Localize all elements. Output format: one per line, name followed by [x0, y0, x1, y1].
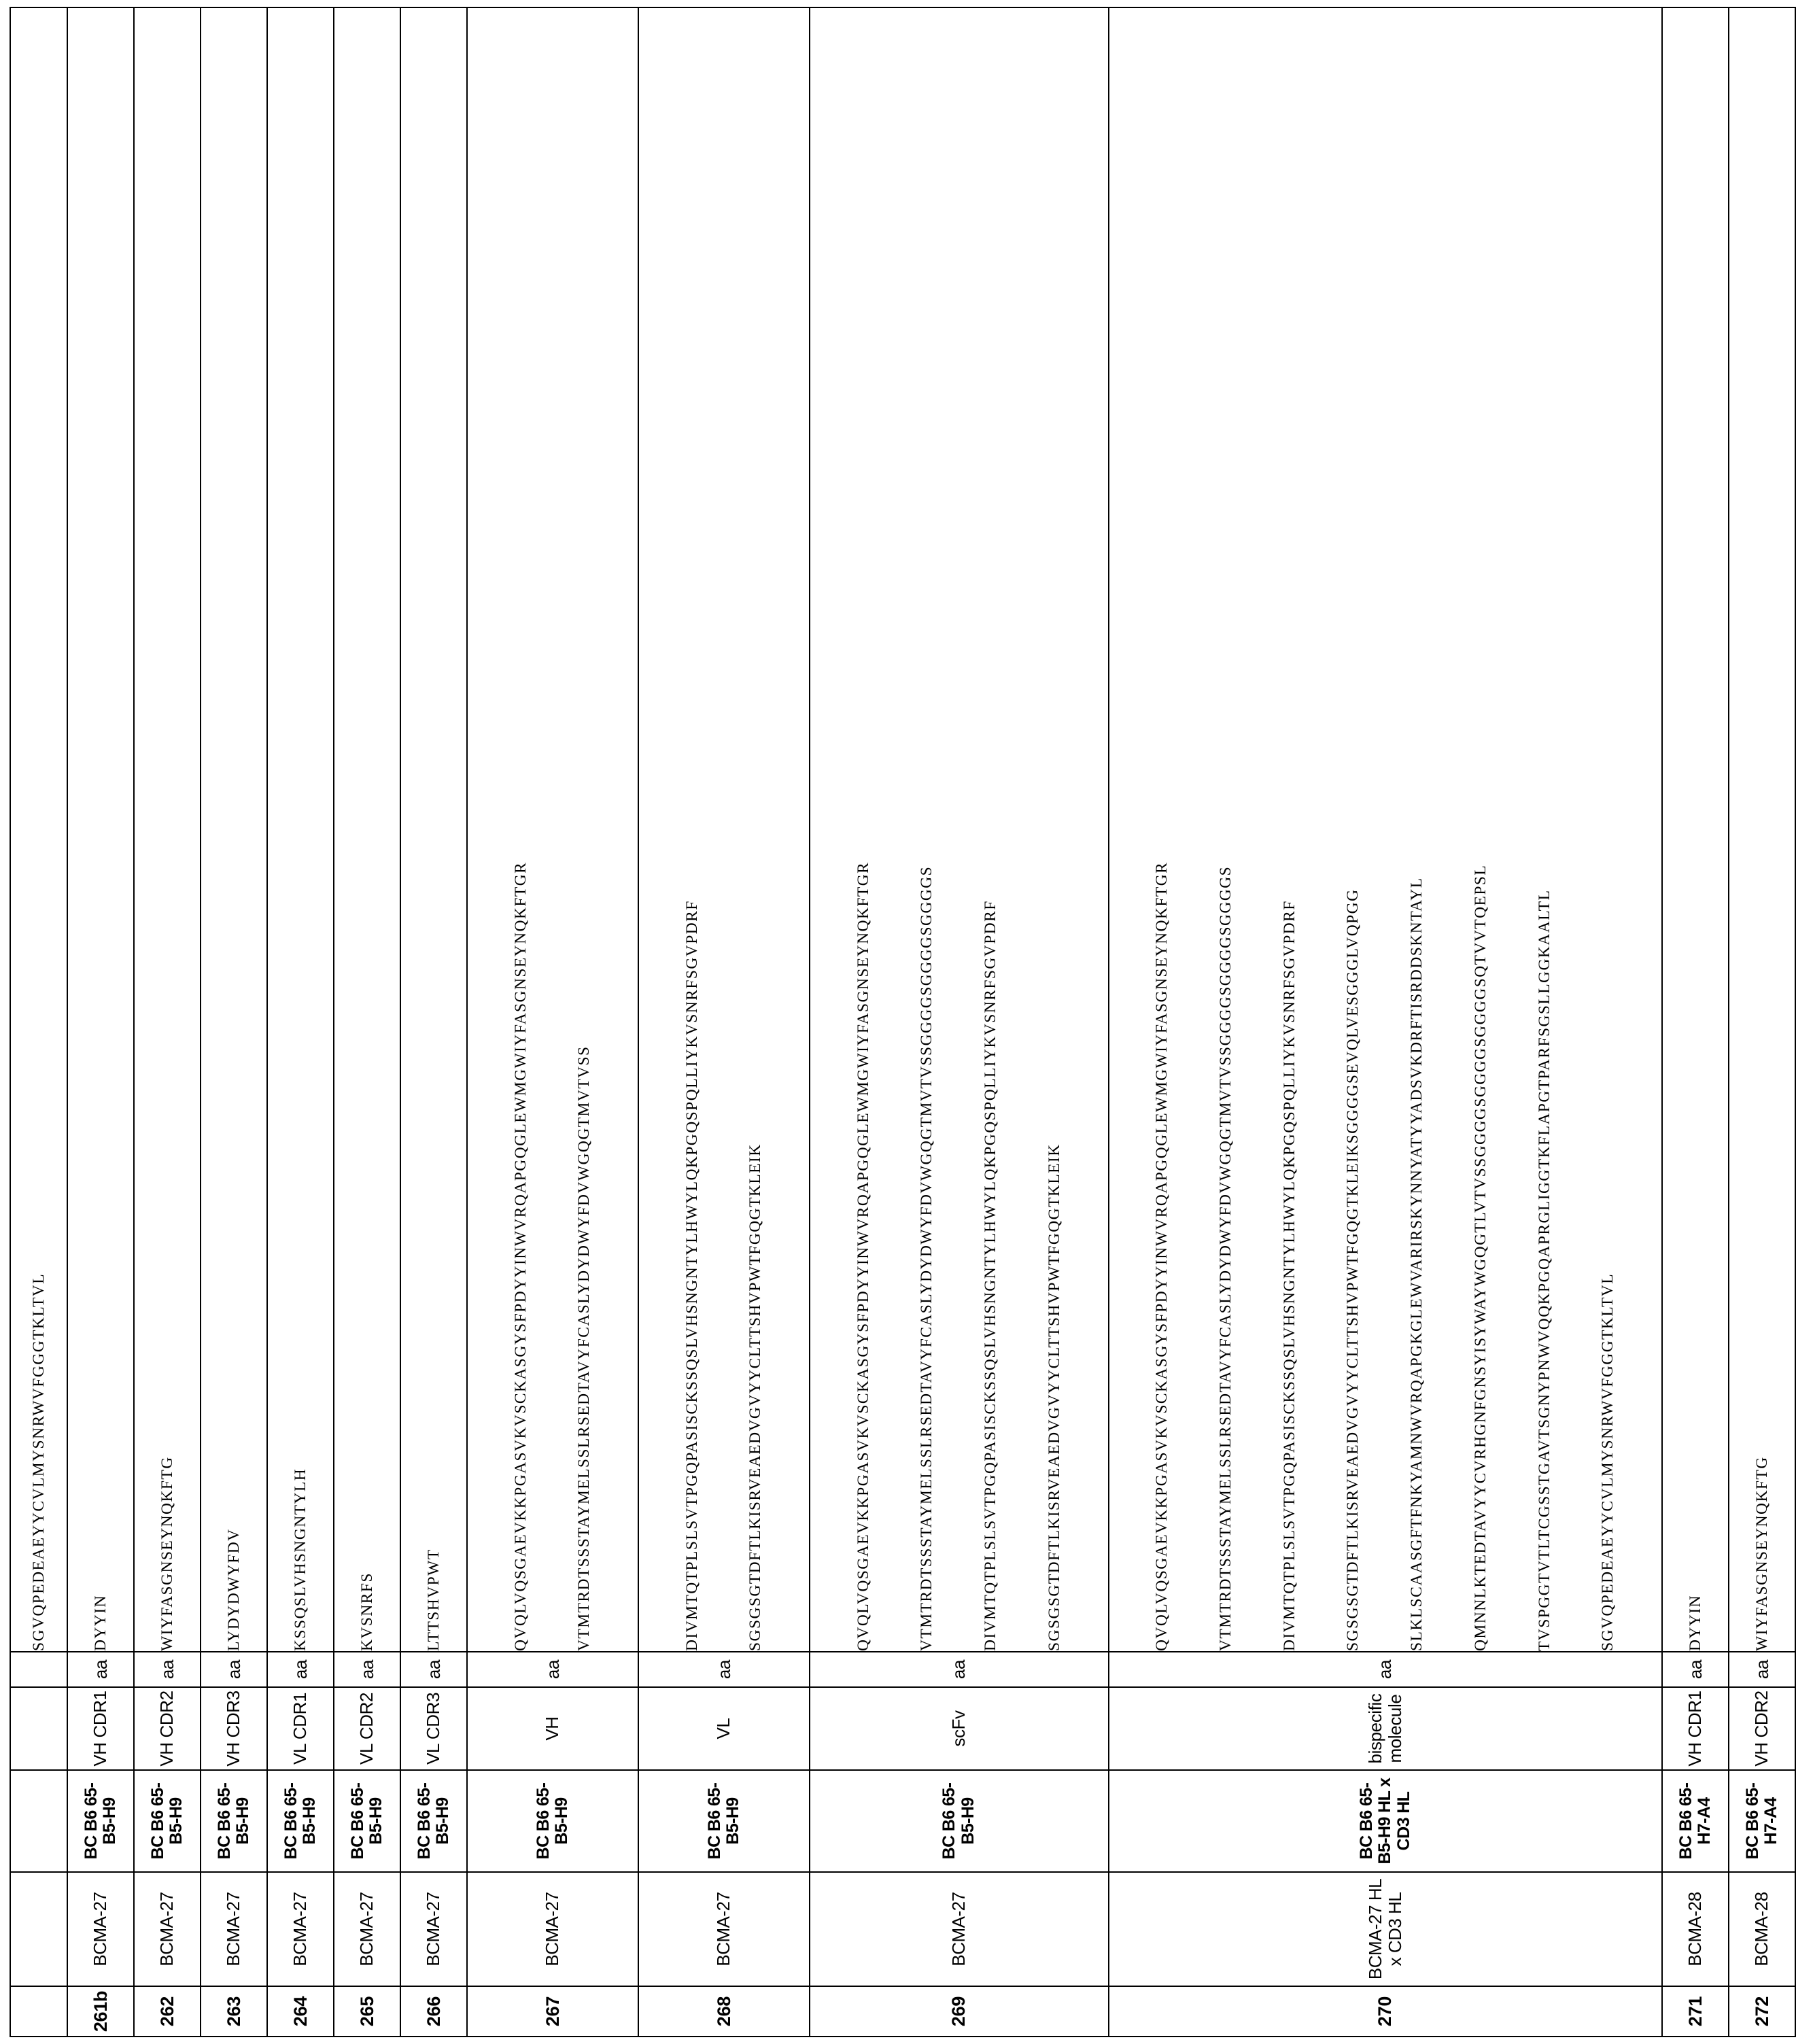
table-row [334, 7, 400, 2037]
sequence-line: SGVQPEDEAEYYCVLMYSNRWVFGGGTKLTVL [1599, 1272, 1617, 1651]
clone-cell: BC B6 65-B5-H9 [267, 1770, 334, 1872]
sequence-cell: KVSNRFS [334, 7, 400, 1652]
sequence-line: SGSGSGTDFTLKISRVEAEDVGVYYCLTTSHVPWTFGQGTKLEIK [1045, 1143, 1063, 1651]
name-cell: BCMA-27 [201, 1872, 267, 1986]
name-cell: BCMA-27 [400, 1872, 467, 1986]
seq-id-cell: 269 [810, 1986, 1109, 2037]
clone-cell: BC B6 65-B5-H9 [67, 1770, 134, 1872]
clone-cell: BC B6 65-B5-H9 [638, 1770, 810, 1872]
clone-cell: BC B6 65-B5-H9 [334, 1770, 400, 1872]
sequence-cell: DYYIN [67, 7, 134, 1652]
table-row [267, 7, 334, 2037]
region-cell: VH CDR2 [1729, 1687, 1795, 1770]
type-cell: aa [810, 1652, 1109, 1687]
region-cell [10, 1687, 67, 1770]
sequence-line: DIVMTQTPLSLSVTPGQPASISCKSSQSLVHSNGNTYLHWYLQKPGQSPQLLIYKVSNRFSGVPDRF [1280, 900, 1298, 1651]
sequence-cell: WIYFASGNSEYNQKFTG [1729, 7, 1795, 1652]
seq-id-cell [10, 1986, 67, 2037]
seq-id-cell: 270 [1109, 1986, 1663, 2037]
sequence-cell [467, 7, 638, 1652]
sequence-line: QVQLVQSGAEVKKPGASVKVSCKASGYSFPDYYINWVRQAPGQGLEWMGWIYFASGNSEYNQKFTGR [1153, 861, 1171, 1651]
name-cell: BCMA-27 [638, 1872, 810, 1986]
clone-cell: BC B6 65-B5-H9 [201, 1770, 267, 1872]
table-row [1662, 7, 1729, 2037]
type-cell: aa [400, 1652, 467, 1687]
clone-cell: BC B6 65-B5-H9 [810, 1770, 1109, 1872]
sequence-line: SLKLSCAASGFTFNKYAMNWVRQAPGKGLEWVARIRSKYNNYATYYADSVKDRFTISRDDSKNTAYL [1408, 877, 1426, 1651]
clone-cell: BC B6 65-H7-A4 [1662, 1770, 1729, 1872]
region-cell: VH [467, 1687, 638, 1770]
seq-id-cell: 268 [638, 1986, 810, 2037]
region-cell: VH CDR3 [201, 1687, 267, 1770]
name-cell: BCMA-27 [67, 1872, 134, 1986]
table-row [134, 7, 201, 2037]
sequence-listing-table [10, 7, 1796, 2037]
seq-id-cell: 262 [134, 1986, 201, 2037]
type-cell: aa [267, 1652, 334, 1687]
table-row [1729, 7, 1795, 2037]
region-cell: bispecific molecule [1109, 1687, 1663, 1770]
sequence-cell [638, 7, 810, 1652]
region-cell: VH CDR2 [134, 1687, 201, 1770]
region-cell: VL CDR2 [334, 1687, 400, 1770]
type-cell: aa [334, 1652, 400, 1687]
sequence-line: DIVMTQTPLSLSVTPGQPASISCKSSQSLVHSNGNTYLHWYLQKPGQSPQLLIYKVSNRFSGVPDRF [683, 900, 701, 1651]
sequence-line: VTMTRDTSSSTAYMELSSLRSEDTAVYFCASLYDYDWYFDVWGQGTMVTVSSGGGGSGGGGSGGGGS [918, 865, 936, 1651]
type-cell: aa [201, 1652, 267, 1687]
sequence-cell: LTTSHVPWT [400, 7, 467, 1652]
type-cell: aa [638, 1652, 810, 1687]
seq-id-cell: 267 [467, 1986, 638, 2037]
region-cell: VL CDR1 [267, 1687, 334, 1770]
seq-id-cell: 263 [201, 1986, 267, 2037]
region-cell: VH CDR1 [1662, 1687, 1729, 1770]
sequence-line: QVQLVQSGAEVKKPGASVKVSCKASGYSFPDYYINWVRQAPGQGLEWMGWIYFASGNSEYNQKFTGR [511, 861, 530, 1651]
sequence-line: QMNNLKTEDTAVYYCVRHGNFGNSYISYWAYWGQGTLVTVSSGGGGSGGGGSGGGGSQTVVTQEPSL [1471, 864, 1489, 1651]
table-row [201, 7, 267, 2037]
sequence-cell: WIYFASGNSEYNQKFTG [134, 7, 201, 1652]
seq-id-cell: 261b [67, 1986, 134, 2037]
type-cell: aa [1109, 1652, 1663, 1687]
name-cell: BCMA-27 [267, 1872, 334, 1986]
sequence-cell: SGVQPEDEAEYYCVLMYSNRWVFGGGTKLTVL [10, 7, 67, 1652]
type-cell: aa [467, 1652, 638, 1687]
type-cell: aa [67, 1652, 134, 1687]
sequence-cell: LYDYDWYFDV [201, 7, 267, 1652]
region-cell: VL [638, 1687, 810, 1770]
sequence-line: SGSGSGTDFTLKISRVEAEDVGVYYCLTTSHVPWTFGQGTKLEIKSGGGGSEVQLVESGGGLVQPGG [1344, 888, 1362, 1651]
name-cell: BCMA-28 [1729, 1872, 1795, 1986]
table-row [810, 7, 1109, 2037]
sequence-cell [1109, 7, 1663, 1652]
name-cell: BCMA-28 [1662, 1872, 1729, 1986]
seq-id-cell: 264 [267, 1986, 334, 2037]
clone-cell: BC B6 65-B5-H9 HL x CD3 HL [1109, 1770, 1663, 1872]
type-cell: aa [1729, 1652, 1795, 1687]
seq-id-cell: 271 [1662, 1986, 1729, 2037]
clone-cell: BC B6 65-B5-H9 [467, 1770, 638, 1872]
sequence-cell: KSSQSLVHSNGNTYLH [267, 7, 334, 1652]
table-row [400, 7, 467, 2037]
clone-cell: BC B6 65-B5-H9 [400, 1770, 467, 1872]
seq-id-cell: 265 [334, 1986, 400, 2037]
sequence-line: VTMTRDTSSSTAYMELSSLRSEDTAVYFCASLYDYDWYFDVWGQGTMVTVSSGGGGSGGGGSGGGGS [1216, 865, 1234, 1651]
name-cell: BCMA-27 [467, 1872, 638, 1986]
region-cell: VH CDR1 [67, 1687, 134, 1770]
clone-cell: BC B6 65-B5-H9 [134, 1770, 201, 1872]
name-cell: BCMA-27 HL x CD3 HL [1109, 1872, 1663, 1986]
region-cell: VL CDR3 [400, 1687, 467, 1770]
table-body [10, 7, 1795, 2037]
name-cell [10, 1872, 67, 1986]
sequence-line: DIVMTQTPLSLSVTPGQPASISCKSSQSLVHSNGNTYLHWYLQKPGQSPQLLIYKVSNRFSGVPDRF [982, 900, 999, 1651]
table-row [467, 7, 638, 2037]
clone-cell: BC B6 65-H7-A4 [1729, 1770, 1795, 1872]
table-row [10, 7, 67, 2037]
sequence-cell: DYYIN [1662, 7, 1729, 1652]
type-cell: aa [1662, 1652, 1729, 1687]
seq-id-cell: 272 [1729, 1986, 1795, 2037]
sequence-line: QVQLVQSGAEVKKPGASVKVSCKASGYSFPDYYINWVRQAPGQGLEWMGWIYFASGNSEYNQKFTGR [854, 861, 872, 1651]
type-cell: aa [134, 1652, 201, 1687]
table-row [638, 7, 810, 2037]
name-cell: BCMA-27 [334, 1872, 400, 1986]
table-row [67, 7, 134, 2037]
sequence-line: SGSGSGTDFTLKISRVEAEDVGVYYCLTTSHVPWTFGQGTKLEIK [746, 1143, 765, 1651]
name-cell: BCMA-27 [134, 1872, 201, 1986]
sequence-line: TVSPGGTVTLTCGSSTGAVTSGNYPNWVQQKPGQAPRGLIGGTKFLAPGTPARFSGSLLGGKAALTL [1535, 889, 1553, 1651]
table-row [1109, 7, 1663, 2037]
name-cell: BCMA-27 [810, 1872, 1109, 1986]
region-cell: scFv [810, 1687, 1109, 1770]
type-cell [10, 1652, 67, 1687]
sequence-cell [810, 7, 1109, 1652]
seq-id-cell: 266 [400, 1986, 467, 2037]
clone-cell [10, 1770, 67, 1872]
sequence-line: VTMTRDTSSSTAYMELSSLRSEDTAVYFCASLYDYDWYFDVWGQGTMVTVSS [575, 1045, 593, 1651]
